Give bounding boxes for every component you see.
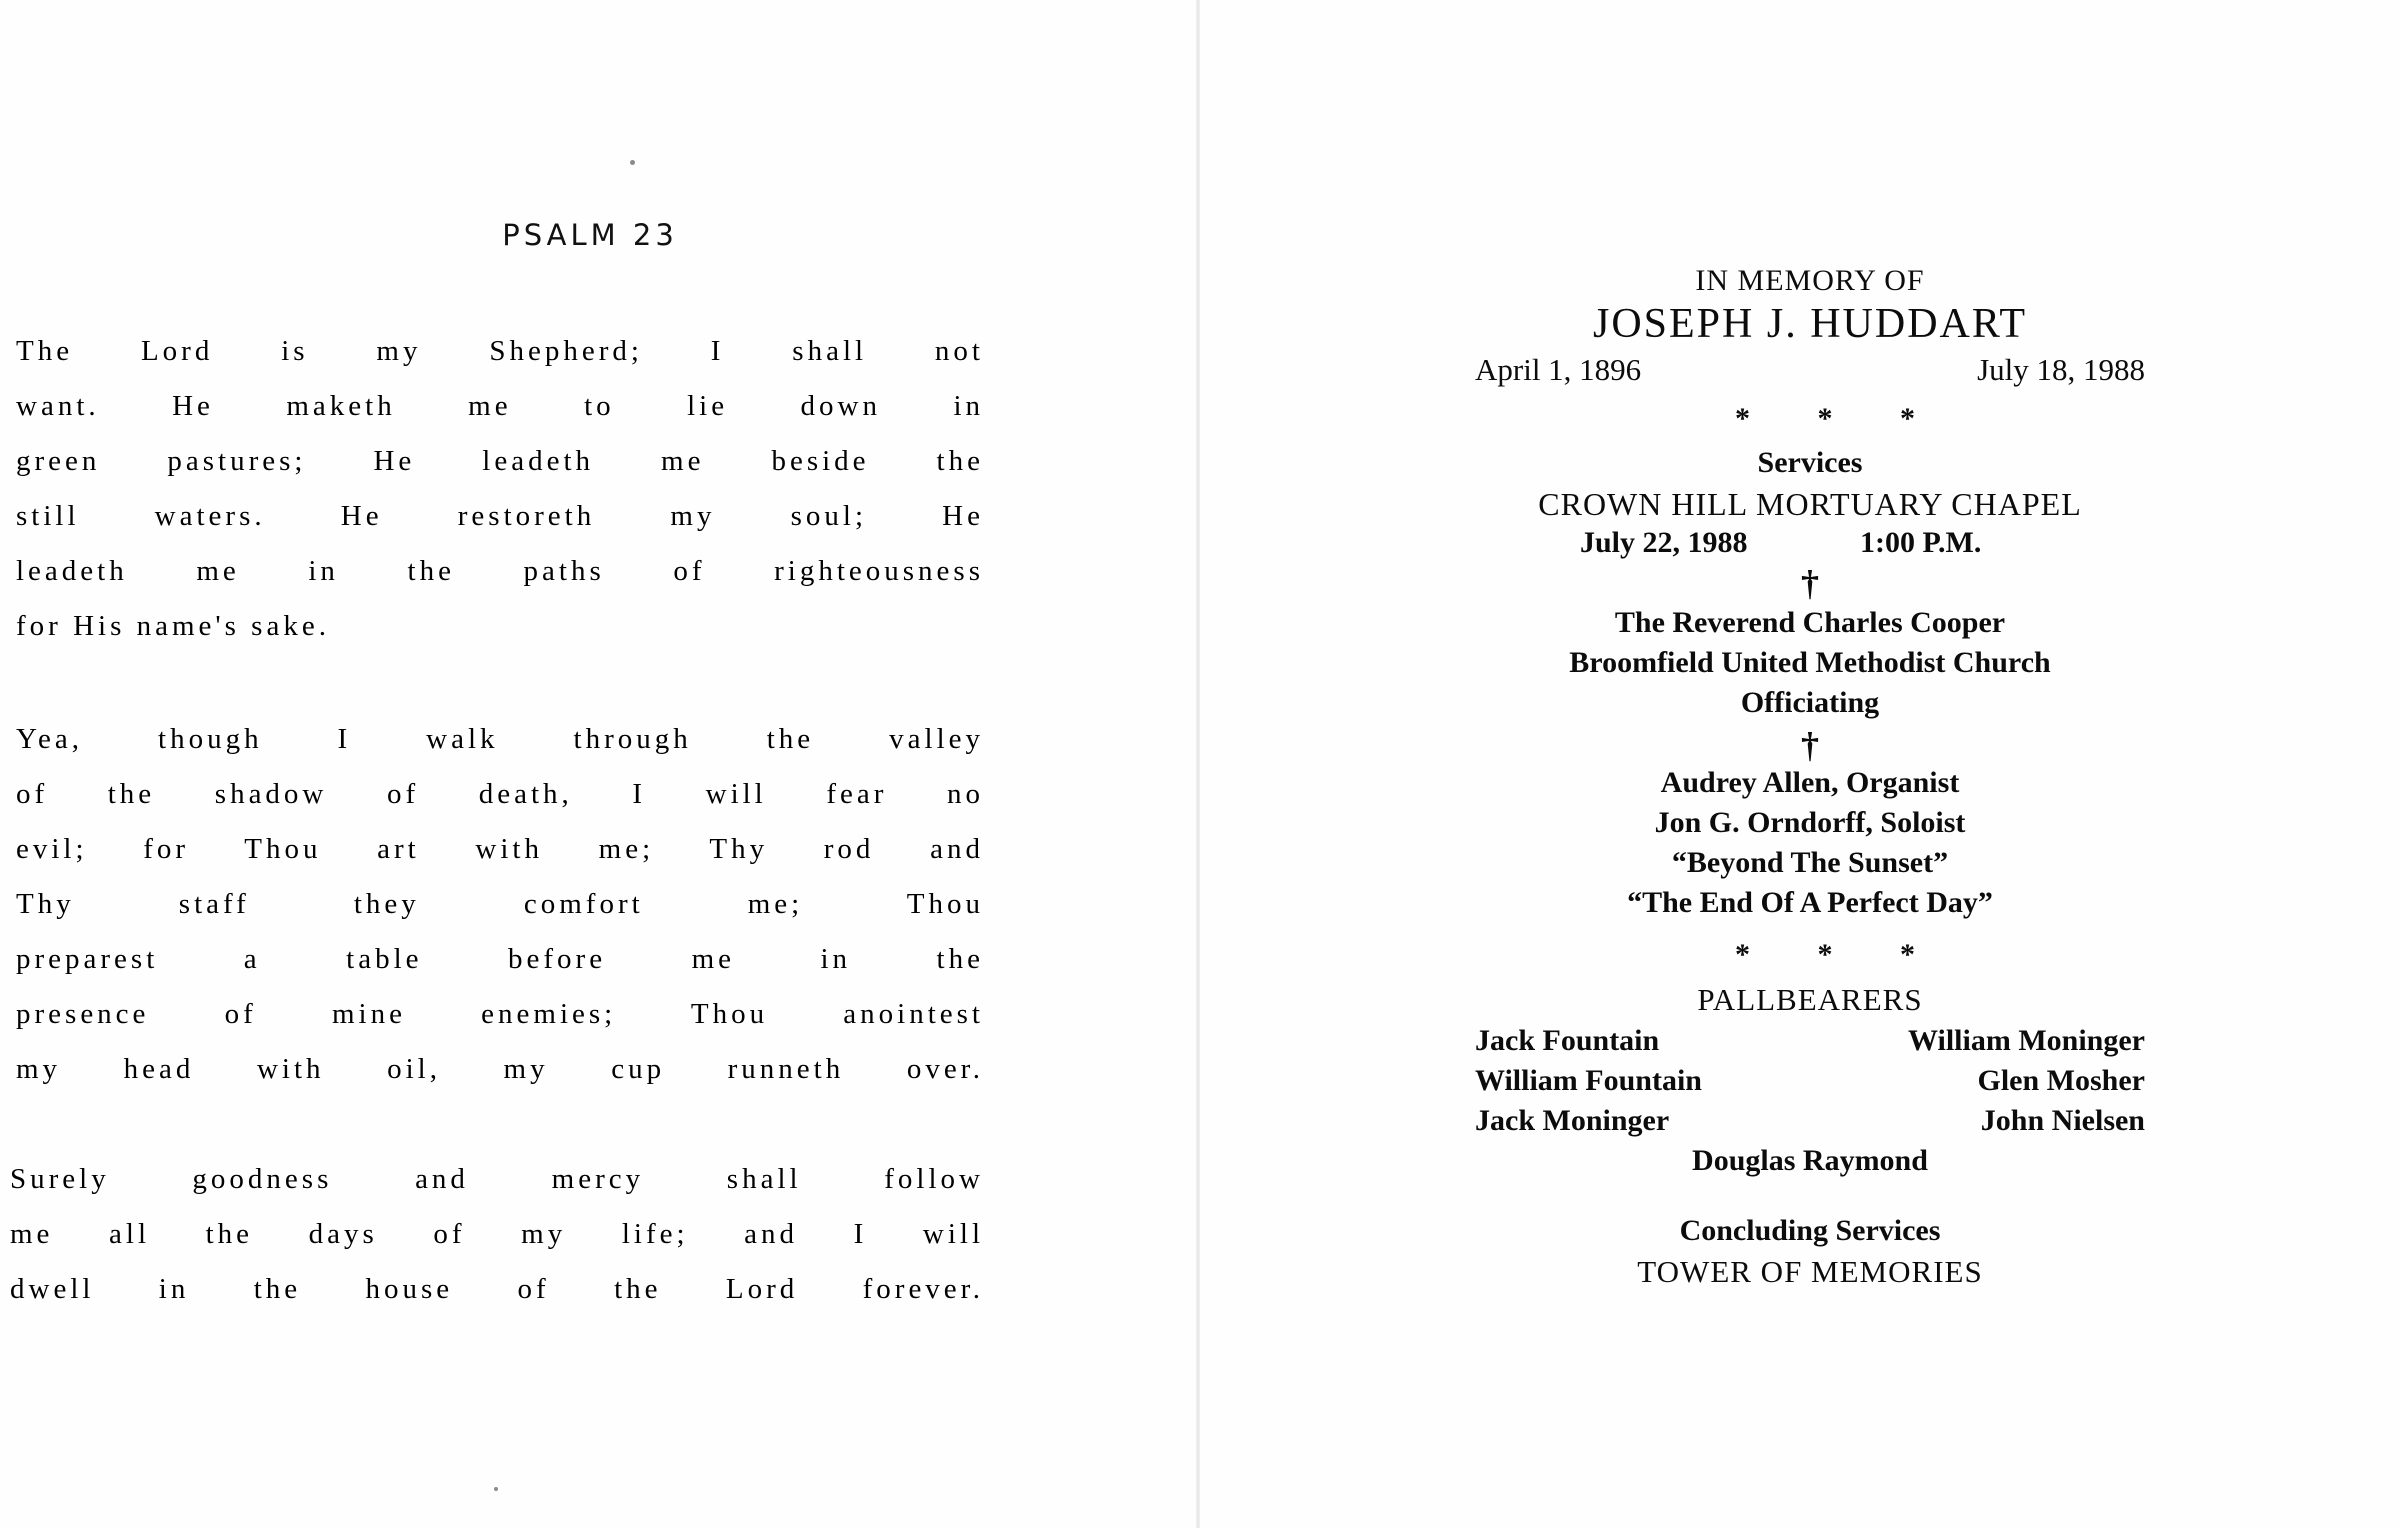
verse-line: my head with oil, my cup runneth over. bbox=[16, 1053, 984, 1085]
officiating-label: Officiating bbox=[1740, 686, 1880, 719]
in-memory-heading: IN MEMORY OF bbox=[1695, 264, 1925, 297]
verse-line: presence of mine enemies; Thou anointest bbox=[16, 998, 984, 1030]
psalm-verse-2 bbox=[16, 712, 984, 1097]
organist: Audrey Allen, Organist bbox=[1660, 766, 1960, 799]
verse-line: evil; for Thou art with me; Thy rod and bbox=[16, 833, 984, 865]
pallbearer-right: William Moninger bbox=[1908, 1024, 2145, 1057]
verse-line: still waters. He restoreth my soul; He bbox=[16, 500, 984, 532]
pallbearer-left: Jack Moninger bbox=[1475, 1104, 1670, 1137]
service-date: July 22, 1988 bbox=[1580, 526, 1748, 559]
soloist: Jon G. Orndorff, Soloist bbox=[1654, 806, 1966, 839]
pallbearer-left: Jack Fountain bbox=[1475, 1024, 1660, 1057]
pallbearer-right: Glen Mosher bbox=[1977, 1064, 2145, 1097]
verse-line: The Lord is my Shepherd; I shall not bbox=[16, 335, 984, 367]
verse-line: Surely goodness and mercy shall follow bbox=[10, 1163, 984, 1195]
verse-line: me all the days of my life; and I will bbox=[10, 1218, 984, 1250]
verse-line: for His name's sake. bbox=[16, 610, 330, 642]
verse-line: dwell in the house of the Lord forever. bbox=[10, 1273, 984, 1305]
concluding-place: TOWER OF MEMORIES bbox=[1637, 1254, 1983, 1289]
concluding-label: Concluding Services bbox=[1679, 1214, 1941, 1247]
verse-line: want. He maketh me to lie down in bbox=[16, 390, 984, 422]
song-title-2: “The End Of A Perfect Day” bbox=[1627, 886, 1993, 919]
psalm-title: PSALM 23 bbox=[502, 218, 678, 252]
church-name: Broomfield United Methodist Church bbox=[1569, 646, 2051, 679]
verse-line: green pastures; He leadeth me beside the bbox=[16, 445, 984, 477]
pallbearers-heading: PALLBEARERS bbox=[1697, 982, 1923, 1017]
psalm-verse-1 bbox=[16, 324, 984, 654]
cross-icon: † bbox=[1801, 725, 1819, 765]
service-time: 1:00 P.M. bbox=[1860, 526, 1982, 559]
officiant-name: The Reverend Charles Cooper bbox=[1614, 606, 2006, 639]
pallbearer-center: Douglas Raymond bbox=[1692, 1144, 1928, 1177]
verse-line: Thy staff they comfort me; Thou bbox=[16, 888, 984, 920]
divider-stars: * * * bbox=[1735, 938, 1945, 971]
services-label: Services bbox=[1757, 446, 1863, 479]
divider-stars: * * * bbox=[1735, 402, 1945, 435]
page-fold bbox=[1196, 0, 1200, 1528]
chapel-name: CROWN HILL MORTUARY CHAPEL bbox=[1538, 486, 2082, 522]
pallbearer-right: John Nielsen bbox=[1980, 1104, 2145, 1137]
death-date: July 18, 1988 bbox=[1977, 352, 2145, 387]
cross-icon: † bbox=[1801, 563, 1819, 603]
right-page bbox=[1460, 0, 2160, 1528]
verse-line: of the shadow of death, I will fear no bbox=[16, 778, 984, 810]
song-title-1: “Beyond The Sunset” bbox=[1671, 846, 1949, 879]
verse-line: preparest a table before me in the bbox=[16, 943, 984, 975]
deceased-name: JOSEPH J. HUDDART bbox=[1592, 301, 2028, 347]
verse-line: Yea, though I walk through the valley bbox=[16, 723, 984, 755]
birth-date: April 1, 1896 bbox=[1475, 352, 1642, 387]
verse-line: leadeth me in the paths of righteousness bbox=[16, 555, 984, 587]
pallbearer-left: William Fountain bbox=[1475, 1064, 1702, 1097]
psalm-verse-3 bbox=[10, 1152, 984, 1317]
